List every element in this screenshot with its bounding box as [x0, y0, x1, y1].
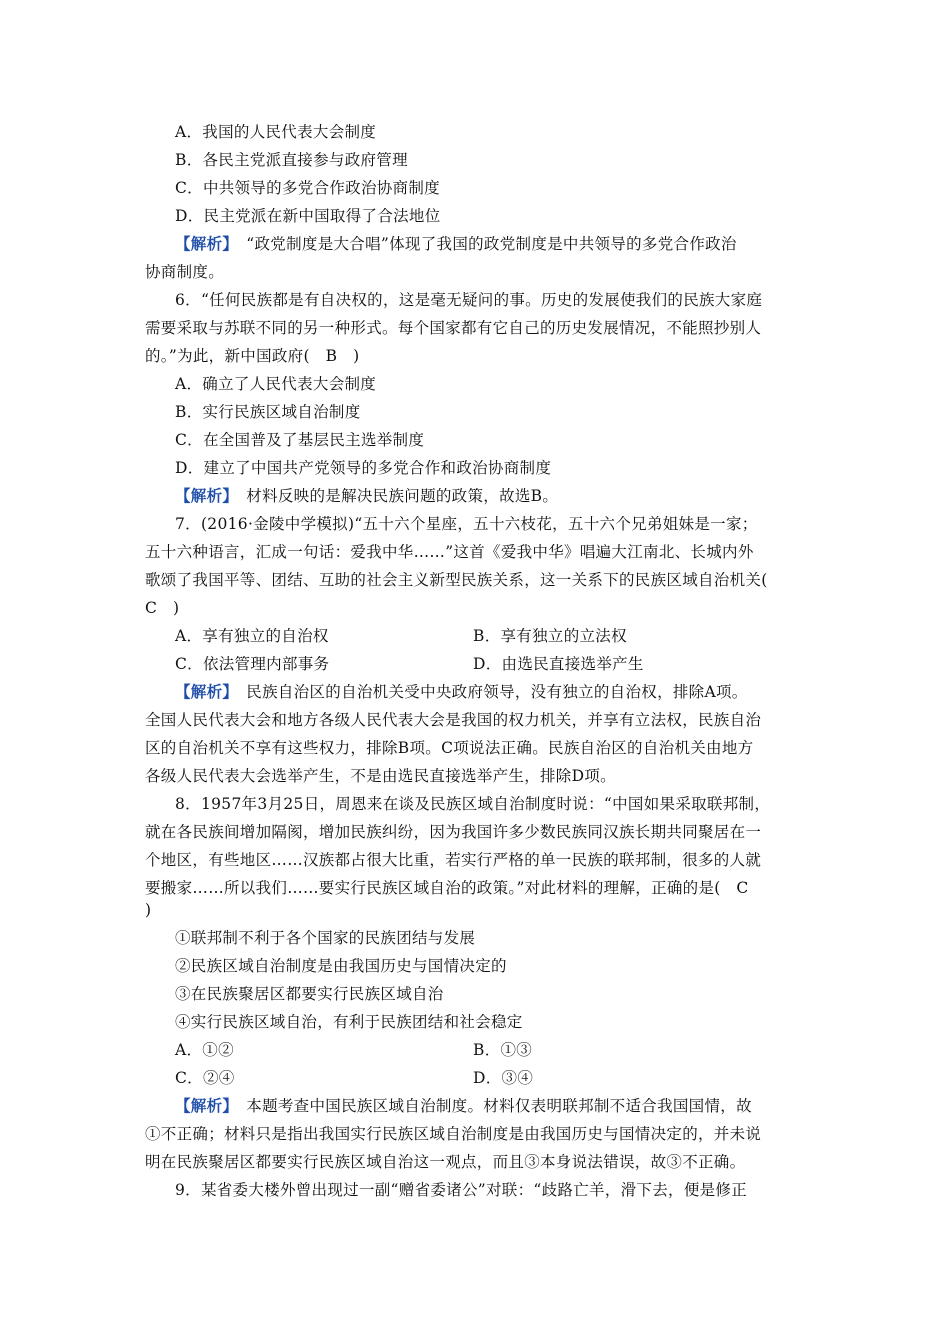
q8-analysis-line-3: 明在民族聚居区都要实行民族区域自治这一观点，而且③本身说法错误，故③不正确。 [145, 1153, 746, 1171]
q7-stem-line-1: 7．(2016·金陵中学模拟)“五十六个星座，五十六枝花，五十六个兄弟姐妹是一家； [175, 515, 758, 533]
q8-item-3: ③在民族聚居区都要实行民族区域自治 [175, 985, 444, 1003]
q6-stem-line-2: 需要采取与苏联不同的另一种形式。每个国家都有它自己的历史发展情况，不能照抄别人 [145, 319, 762, 337]
q7-analysis-text: 民族自治区的自治机关受中央政府领导，没有独立的自治权，排除A项。 [246, 683, 748, 701]
q7-stem-line-2: 五十六种语言，汇成一句话：爱我中华……”这首《爱我中华》唱遍大江南北、长城内外 [145, 543, 754, 561]
q7-options-row-1 [175, 622, 847, 650]
q8-analysis-line-2: ①不正确；材料只是指出我国实行民族区域自治制度是由我国历史与国情决定的，并未说 [145, 1125, 762, 1143]
q8-stem-line-3: 个地区，有些地区……汉族都占很大比重，若实行严格的单一民族的联邦制，很多的人就 [145, 851, 762, 869]
q5-analysis-text: “政党制度是大合唱”体现了我国的政党制度是中共领导的多党合作政治 [246, 235, 737, 253]
q5-option-a: A．我国的人民代表大会制度 [175, 123, 377, 141]
q6-stem-line-1: 6．“任何民族都是有自决权的，这是毫无疑问的事。历史的发展使我们的民族大家庭 [175, 291, 763, 309]
q6-option-a: A．确立了人民代表大会制度 [175, 375, 377, 393]
analysis-tag: 【解析】 [175, 1096, 231, 1115]
analysis-tag: 【解析】 [175, 682, 231, 701]
q7-stem-line-4: C ) [145, 599, 180, 617]
q8-stem-line-1: 8．1957年3月25日，周恩来在谈及民族区域自治制度时说：“中国如果采取联邦制， [175, 795, 771, 813]
q7-options-row-2 [175, 650, 847, 678]
q7-stem-line-3: 歌颂了我国平等、团结、互助的社会主义新型民族关系，这一关系下的民族区域自治机关( [145, 571, 768, 589]
q5-analysis-line-2: 协商制度。 [145, 263, 225, 281]
q8-item-1: ①联邦制不利于各个国家的民族团结与发展 [175, 929, 476, 947]
q8-options-row-2 [175, 1064, 847, 1092]
q7-analysis-line-4: 各级人民代表大会选举产生，不是由选民直接选举产生，排除D项。 [145, 767, 616, 785]
q7-analysis-line-2: 全国人民代表大会和地方各级人民代表大会是我国的权力机关，并享有立法权，民族自治 [145, 711, 762, 729]
q8-option-a: A．①② [175, 1041, 234, 1059]
analysis-tag: 【解析】 [175, 486, 231, 505]
q8-option-b: B．①③ [473, 1041, 533, 1059]
q5-option-c: C．中共领导的多党合作政治协商制度 [175, 179, 440, 197]
q8-stem-line-5: ) [145, 901, 152, 919]
q8-analysis-text: 本题考查中国民族区域自治制度。材料仅表明联邦制不适合我国国情，故 [246, 1097, 752, 1115]
q8-item-4: ④实行民族区域自治，有利于民族团结和社会稳定 [175, 1013, 523, 1031]
q6-option-d: D．建立了中国共产党领导的多党合作和政治协商制度 [175, 459, 552, 477]
q5-analysis-line [175, 230, 847, 258]
q8-option-d: D．③④ [473, 1069, 534, 1087]
q8-option-c: C．②④ [175, 1069, 235, 1087]
analysis-tag: 【解析】 [175, 234, 231, 253]
q8-stem-line-4: 要搬家……所以我们……要实行民族区域自治的政策。”对此材料的理解，正确的是( C [145, 879, 749, 897]
q7-option-d: D．由选民直接选举产生 [473, 655, 644, 673]
q8-stem-line-2: 就在各民族间增加隔阂，增加民族纠纷，因为我国许多少数民族同汉族长期共同聚居在一 [145, 823, 762, 841]
q6-option-c: C．在全国普及了基层民主选举制度 [175, 431, 425, 449]
q7-option-a: A．享有独立的自治权 [175, 627, 329, 645]
q8-analysis-line [175, 1092, 847, 1120]
q6-analysis-text: 材料反映的是解决民族问题的政策，故选B。 [246, 487, 559, 505]
q5-option-b: B．各民主党派直接参与政府管理 [175, 151, 408, 169]
q7-analysis-line [175, 678, 847, 706]
q8-item-2: ②民族区域自治制度是由我国历史与国情决定的 [175, 957, 507, 975]
q5-option-d: D．民主党派在新中国取得了合法地位 [175, 207, 441, 225]
q8-options-row-1 [175, 1036, 847, 1064]
q9-stem-line-1: 9．某省委大楼外曾出现过一副“赠省委诸公”对联：“歧路亡羊，滑下去，便是修正 [175, 1181, 748, 1199]
q6-stem-line-3: 的。”为此，新中国政府( B ) [145, 347, 360, 365]
q6-analysis-line [175, 482, 847, 510]
q7-option-c: C．依法管理内部事务 [175, 655, 330, 673]
q7-option-b: B．享有独立的立法权 [473, 627, 627, 645]
q7-analysis-line-3: 区的自治机关不享有这些权力，排除B项。C项说法正确。民族自治区的自治机关由地方 [145, 739, 754, 757]
q6-option-b: B．实行民族区域自治制度 [175, 403, 361, 421]
